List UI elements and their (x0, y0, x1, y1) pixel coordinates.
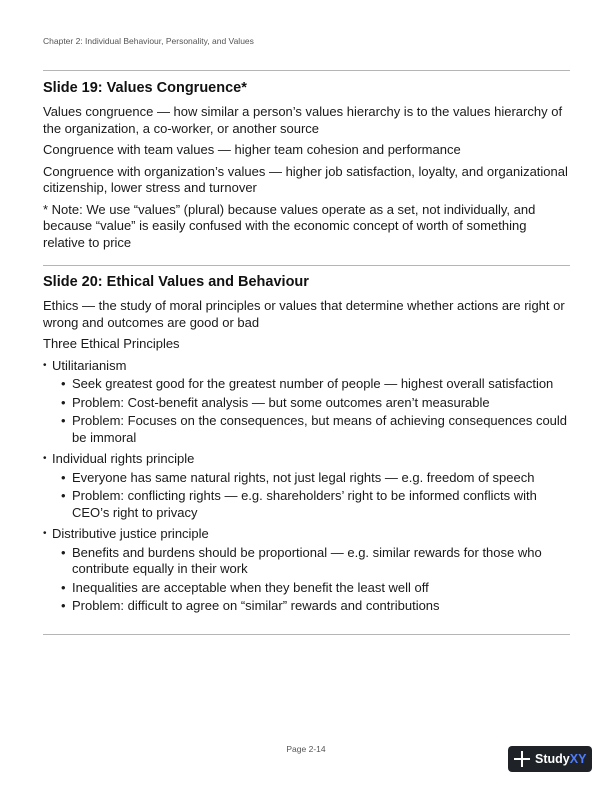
sub-point (61, 598, 570, 615)
sub-point-text: Inequalities are acceptable when they benefit the least well off (72, 579, 429, 595)
chapter-header: Chapter 2: Individual Behaviour, Personality, and Values (43, 36, 254, 46)
sub-point-text: Problem: difficult to agree on “similar” rewards and contributions (72, 598, 440, 613)
bullet-icon: • (43, 359, 47, 371)
plus-icon (514, 751, 530, 767)
divider (43, 70, 570, 71)
slide-20-subheading: Three Ethical Principles (43, 336, 180, 351)
principle-name: Individual rights principle (52, 451, 195, 466)
principle-item (43, 358, 570, 447)
divider (43, 634, 570, 635)
principles-list (43, 358, 570, 615)
slide-19-section (43, 79, 570, 256)
logo-text (535, 752, 586, 766)
slide-19-title: Slide 19: Values Congruence* (43, 80, 247, 96)
sub-point (61, 580, 570, 597)
slide-19-paragraph: Values congruence — how similar a person’s values hierarchy is to the values hierarchy of the organization, a co-worker, or another source (43, 104, 563, 136)
sub-point-text: Seek greatest good for the greatest number of people — highest overall satisfaction (72, 376, 554, 391)
principle-name: Distributive justice principle (52, 526, 209, 541)
sub-point-text: Problem: Cost-benefit analysis — but some outcomes aren’t measurable (72, 394, 490, 410)
slide-20-title: Slide 20: Ethical Values and Behaviour (43, 274, 309, 290)
sub-points-list (43, 545, 570, 615)
bullet-icon: • (43, 528, 47, 539)
sub-points-list (43, 376, 570, 446)
slide-19-paragraph: Congruence with organization’s values — higher job satisfaction, loyalty, and organizational citizenship, lower stress and turnover (43, 163, 568, 195)
principle-item (43, 526, 570, 615)
sub-point-text: Everyone has same natural rights, not just legal rights — e.g. freedom of speech (72, 469, 535, 485)
sub-point-text: Problem: conflicting rights — e.g. shareholders’ right to be informed conflicts with CEO’s right to privacy (72, 488, 537, 520)
sub-point (61, 470, 570, 487)
slide-20-section (43, 273, 570, 620)
bullet-icon: • (61, 413, 66, 428)
sub-point (61, 395, 570, 412)
bullet-icon: • (61, 598, 66, 613)
principle-name: Utilitarianism (52, 357, 127, 373)
logo-text-main: Study (535, 752, 570, 766)
page-number: Page 2-14 (286, 744, 326, 754)
sub-point-text: Benefits and burdens should be proportional — e.g. similar rewards for those who contribute equally in their work (72, 544, 542, 576)
slide-19-note: * Note: We use “values” (plural) because values operate as a set, not individually, and because “value” is easily confused with the economic concept of worth of something relative to price (43, 201, 536, 250)
sub-point-text: Problem: Focuses on the consequences, but means of achieving consequences could be immoral (72, 413, 568, 445)
sub-point (61, 545, 570, 578)
bullet-icon: • (61, 376, 66, 391)
logo-text-accent: XY (569, 752, 587, 766)
slide-20-intro: Ethics — the study of moral principles or values that determine whether actions are right or wrong and outcomes are good or bad (43, 298, 565, 330)
sub-point (61, 488, 570, 521)
studyxy-logo (508, 746, 592, 772)
sub-point (61, 413, 570, 446)
bullet-icon: • (43, 453, 47, 464)
bullet-icon: • (61, 488, 66, 503)
sub-points-list (43, 470, 570, 522)
slide-19-paragraph: Congruence with team values — higher team cohesion and performance (43, 142, 461, 157)
divider (43, 265, 570, 266)
bullet-icon: • (61, 394, 66, 410)
bullet-icon: • (61, 579, 66, 595)
bullet-icon: • (61, 469, 66, 485)
principle-item (43, 451, 570, 521)
bullet-icon: • (61, 544, 66, 560)
sub-point (61, 376, 570, 393)
